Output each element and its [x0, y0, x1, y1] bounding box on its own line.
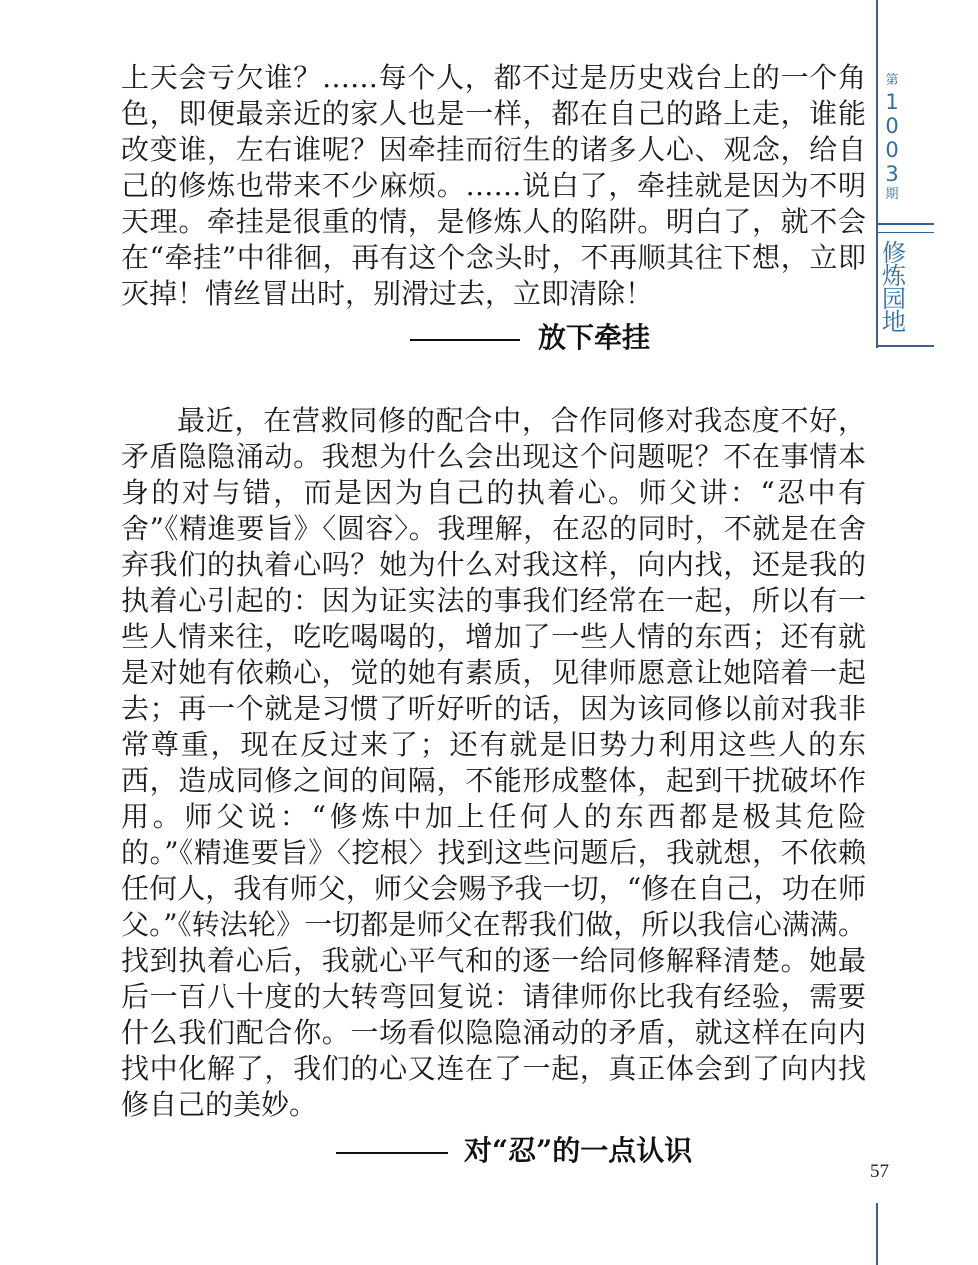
issue-number	[880, 72, 904, 204]
signature-title: 放下牵挂	[538, 321, 651, 354]
page-number: 57	[870, 1161, 889, 1182]
issue-digit: 0	[885, 114, 899, 138]
margin-rule-bottom	[876, 1203, 878, 1265]
issue-digit: 0	[885, 138, 899, 162]
issue-digit: 1	[885, 90, 899, 114]
issue-digit: 3	[885, 162, 899, 186]
issue-suffix: 期	[885, 187, 899, 202]
section-char: 修	[882, 239, 906, 267]
section-char: 园	[882, 285, 906, 313]
section-divider	[878, 223, 934, 225]
article-signature-2	[336, 1133, 692, 1169]
signature-title: 对“忍”的一点认识	[464, 1134, 693, 1167]
section-title	[880, 239, 908, 336]
article-signature-1	[410, 320, 650, 356]
section-divider	[878, 232, 934, 233]
section-char: 炼	[882, 262, 906, 290]
issue-prefix: 第	[885, 73, 899, 88]
article-paragraph-2: 最近，在营救同修的配合中，合作同修对我态度不好，矛盾隐隐涌动。我想为什么会出现这个问题呢？不在事情本身的对与错，而是因为自己的执着心。师父讲：“忍中有舍”《精進要旨》〈圆容〉。我理解，在忍的同时，不就是在舍弃我们的执着心吗？她为什么对我这样，向内找，还是我的执着心引起的：因为证实法的事我们经常在一起，所以有一些人情来往，吃吃喝喝的，增加了一些人情的东西；还有就是对她有依赖心，觉的她有素质，见律师愿意让她陪着一起去；再一个就是习惯了听好听的话，因为该同修以前对我非常尊重，现在反过来了；还有就是旧势力利用这些人的东西，造成同修之间的间隔，不能形成整体，起到干扰破坏作用。师父说：“修炼中加上任何人的东西都是极其危险的。”《精進要旨》〈挖根〉找到这些问题后，我就想，不依赖任何人，我有师父，师父会赐予我一切，“修在自己，功在师父。”《转法轮》一切都是师父在帮我们做，所以我信心满满。找到执着心后，我就心平气和的逐一给同修解释清楚。她最后一百八十度的大转弯回复说：请律师你比我有经验，需要什么我们配合你。一场看似隐隐涌动的矛盾，就这样在向内找中化解了，我们的心又连在了一起，真正体会到了向内找修自己的美妙。	[121, 404, 866, 1121]
signature-dash	[336, 1152, 448, 1154]
margin-rule-top	[876, 0, 878, 348]
section-char: 地	[882, 308, 906, 336]
article-paragraph-1: 上天会亏欠谁？……每个人，都不过是历史戏台上的一个角色，即便最亲近的家人也是一样，都在自己的路上走，谁能改变谁，左右谁呢？因牵挂而衍生的诸多人心、观念，给自己的修炼也带来不少麻烦。……说白了，牵挂就是因为不明天理。牵挂是很重的情，是修炼人的陷阱。明白了，就不会在“牵挂”中徘徊，再有这个念头时，不再顺其往下想，立即灭掉！情丝冒出时，别滑过去，立即清除！	[121, 61, 866, 310]
signature-dash	[410, 339, 520, 341]
section-divider	[878, 345, 934, 347]
